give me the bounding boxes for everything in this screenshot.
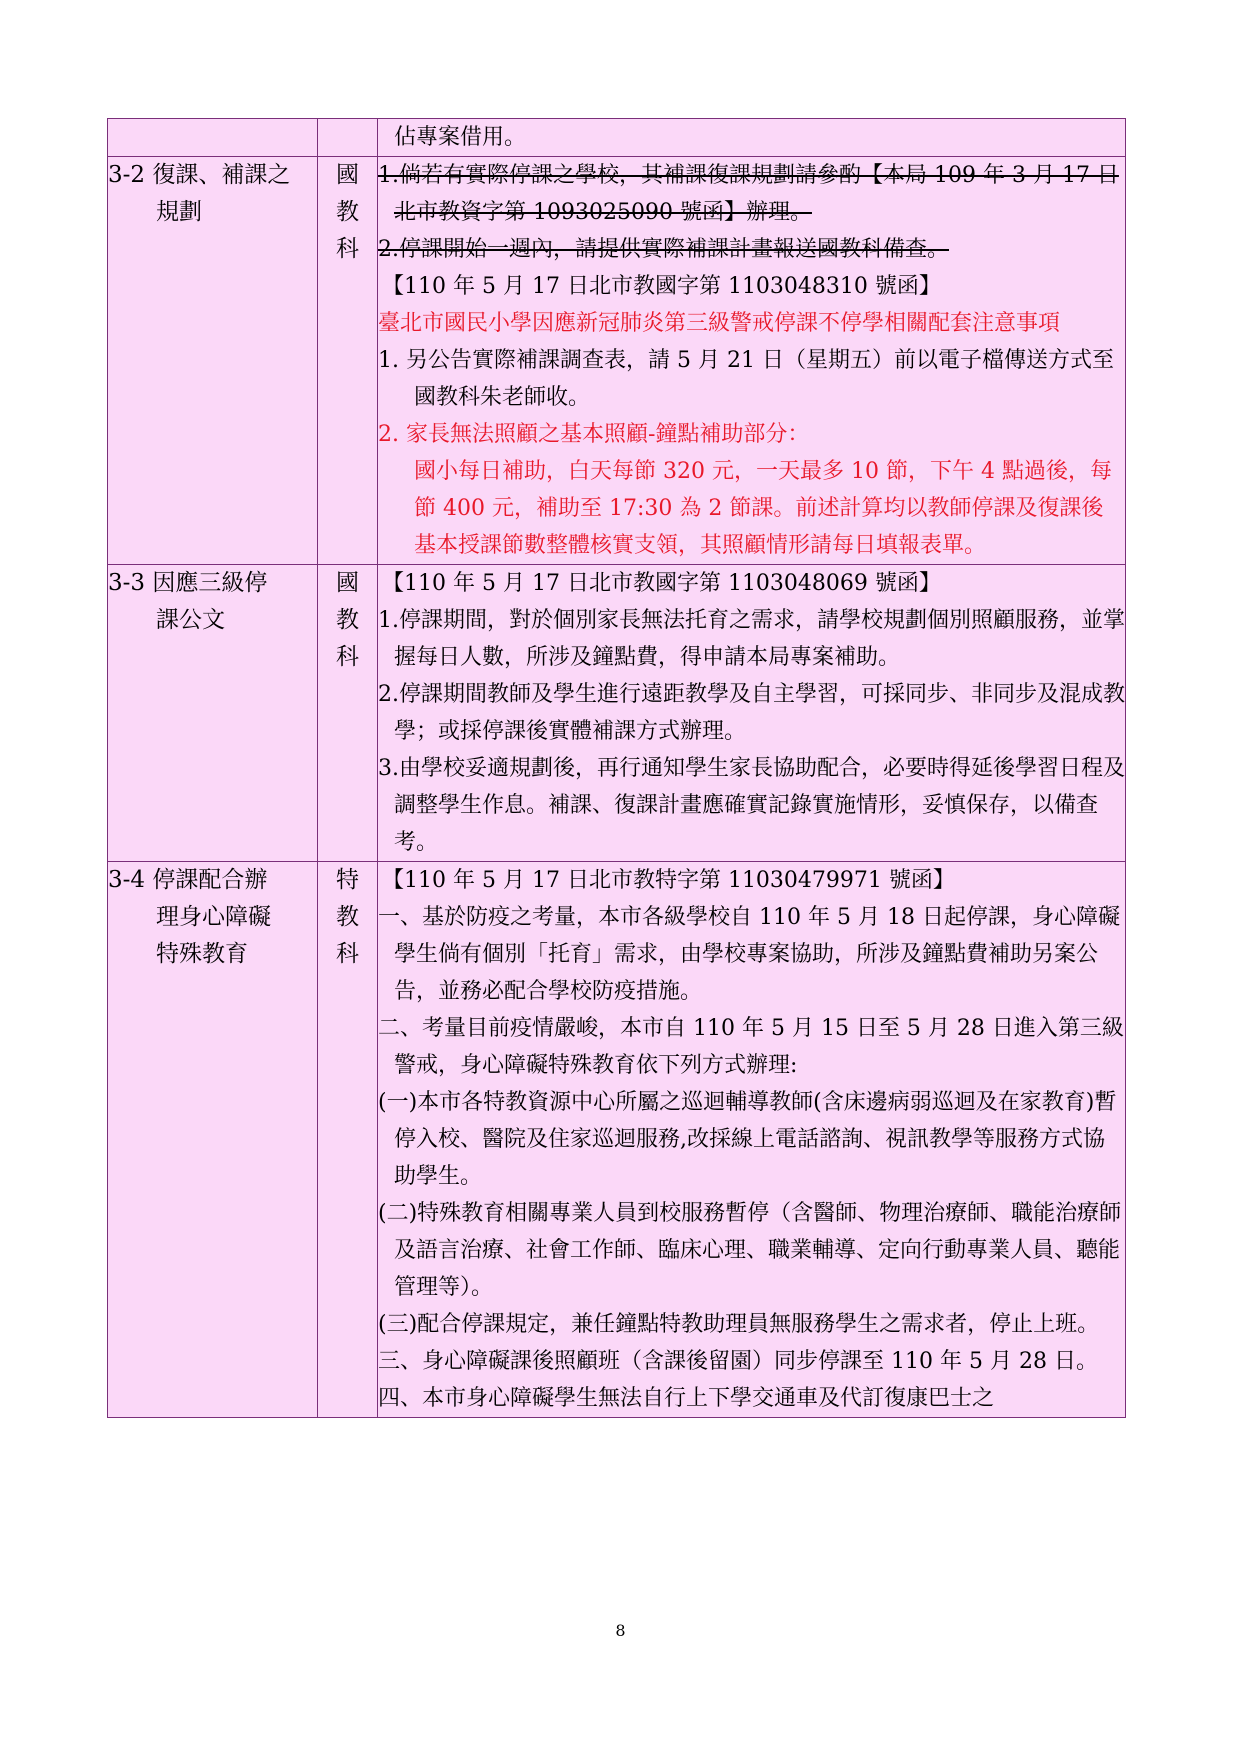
list-item: (二)特殊教育相關專業人員到校服務暫停（含醫師、物理治療師、職能治療師及語言治療、社會工作師、臨床心理、職業輔導、定向行動專業人員、聽能管理等）。 <box>378 1201 1122 1300</box>
unit-char: 科 <box>336 941 359 967</box>
continued-text: 佔專案借用。 <box>394 125 527 150</box>
struck-point: 1.倘若有實際停課之學校，其補課復課規劃請參酌【本局 109 年 3 月 17 日北市教資字第 1093025090 號函】辦理。 <box>378 163 1119 225</box>
numbered-point: 1. 另公告實際補課調查表，請 5 月 21 日（星期五）前以電子檔傳送方式至國教科朱老師收。 <box>378 348 1114 410</box>
page-number: 8 <box>615 1621 626 1640</box>
item-cell <box>108 157 318 565</box>
content-cell <box>378 157 1126 565</box>
list-item: 一、基於防疫之考量，本市各級學校自 110 年 5 月 18 日起停課，身心障礙學生倘有個別「托育」需求，由學校專案協助，所涉及鐘點費補助另案公告，並務必配合學校防疫措施。 <box>378 905 1120 1004</box>
letter-reference: 【110 年 5 月 17 日北市教特字第 11030479971 號函】 <box>382 868 955 893</box>
item-label: 特殊教育 <box>156 941 248 967</box>
table-row <box>108 157 1126 565</box>
red-paragraph: 國小每日補助，白天每節 320 元，一天最多 10 節，下午 4 點過後，每節 400 元，補助至 17:30 為 2 節課。前述計算均以教師停課及復課後基本授課節數整體核實支領，其照顧情形請每日填報表單。 <box>414 459 1112 558</box>
list-item: (三)配合停課規定，兼任鐘點特教助理員無服務學生之需求者，停止上班。 <box>378 1312 1100 1337</box>
unit-char: 國 <box>336 570 359 596</box>
content-cell <box>378 565 1126 862</box>
table-row <box>108 862 1126 1418</box>
unit-cell <box>318 862 378 1418</box>
item-label: 課公文 <box>156 607 225 633</box>
struck-point: 2.停課開始一週內，請提供實際補課計畫報送國教科備查。 <box>378 237 949 262</box>
numbered-point-red: 2. 家長無法照顧之基本照顧-鐘點補助部分： <box>378 422 810 447</box>
unit-char: 教 <box>336 607 359 633</box>
red-title: 臺北市國民小學因應新冠肺炎第三級警戒停課不停學相關配套注意事項 <box>378 311 1061 336</box>
unit-cell <box>318 565 378 862</box>
letter-reference: 【110 年 5 月 17 日北市教國字第 1103048069 號函】 <box>382 571 941 596</box>
list-item: 四、本市身心障礙學生無法自行上下學交通車及代訂復康巴士之 <box>378 1386 995 1411</box>
item-label: 3-3 因應三級停 <box>108 570 268 596</box>
item-label: 理身心障礙 <box>156 904 271 930</box>
item-cell <box>108 862 318 1418</box>
numbered-point: 1.停課期間，對於個別家長無法托育之需求，請學校規劃個別照顧服務，並掌握每日人數，所涉及鐘點費，得申請本局專案補助。 <box>378 608 1125 670</box>
unit-char: 教 <box>336 904 359 930</box>
letter-reference: 【110 年 5 月 17 日北市教國字第 1103048310 號函】 <box>382 274 941 299</box>
unit-char: 科 <box>336 236 359 262</box>
list-item: 二、考量目前疫情嚴峻，本市自 110 年 5 月 15 日至 5 月 28 日進入第三級警戒，身心障礙特殊教育依下列方式辦理: <box>378 1016 1124 1078</box>
list-item: 三、身心障礙課後照顧班（含課後留園）同步停課至 110 年 5 月 28 日。 <box>378 1349 1098 1374</box>
unit-char: 國 <box>336 162 359 188</box>
unit-cell <box>318 157 378 565</box>
content-cell <box>378 862 1126 1418</box>
item-label: 3-4 停課配合辦 <box>108 867 268 893</box>
item-label: 3-2 復課、補課之 <box>108 162 291 188</box>
item-cell <box>108 119 318 157</box>
table-row <box>108 119 1126 157</box>
item-label: 規劃 <box>156 199 202 225</box>
item-cell <box>108 565 318 862</box>
unit-cell <box>318 119 378 157</box>
unit-char: 科 <box>336 644 359 670</box>
list-item: (一)本市各特教資源中心所屬之巡迴輔導教師(含床邊病弱巡迴及在家教育)暫停入校、醫院及住家巡迴服務,改採線上電話諮詢、視訊教學等服務方式協助學生。 <box>378 1090 1117 1189</box>
unit-char: 特 <box>336 867 359 893</box>
document-table <box>107 118 1126 1418</box>
content-cell <box>378 119 1126 157</box>
numbered-point: 3.由學校妥適規劃後，再行通知學生家長協助配合，必要時得延後學習日程及調整學生作息。補課、復課計畫應確實記錄實施情形，妥慎保存，以備查考。 <box>378 756 1125 855</box>
numbered-point: 2.停課期間教師及學生進行遠距教學及自主學習，可採同步、非同步及混成教學；或採停課後實體補課方式辦理。 <box>378 682 1125 744</box>
unit-char: 教 <box>336 199 359 225</box>
table-row <box>108 565 1126 862</box>
